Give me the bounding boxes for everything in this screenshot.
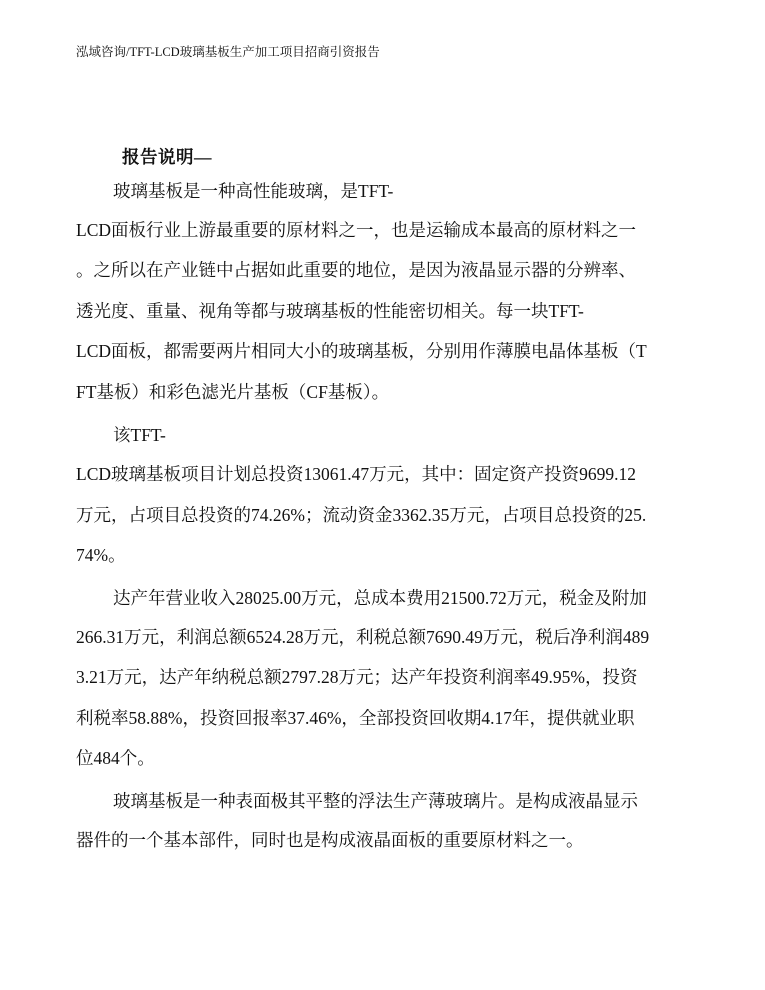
paragraph-line: 。之所以在产业链中占据如此重要的地位，是因为液晶显示器的分辨率、 bbox=[76, 260, 636, 280]
paragraph-line: LCD面板，都需要两片相同大小的玻璃基板，分别用作薄膜电晶体基板（T bbox=[76, 341, 647, 361]
paragraph-line: FT基板）和彩色滤光片基板（CF基板）。 bbox=[76, 382, 390, 402]
section-heading: 报告说明— bbox=[122, 147, 212, 167]
paragraph-line: 位484个。 bbox=[76, 748, 155, 768]
paragraph-line: LCD面板行业上游最重要的原材料之一，也是运输成本最高的原材料之一 bbox=[76, 220, 636, 240]
paragraph-line: 3.21万元，达产年纳税总额2797.28万元；达产年投资利润率49.95%，投资 bbox=[76, 667, 638, 687]
paragraph-line: 该TFT- bbox=[113, 425, 166, 445]
paragraph-line: 器件的一个基本部件，同时也是构成液晶面板的重要原材料之一。 bbox=[76, 830, 584, 850]
paragraph-line: 达产年营业收入28025.00万元，总成本费用21500.72万元，税金及附加 bbox=[113, 588, 647, 608]
paragraph-line: 玻璃基板是一种高性能玻璃，是TFT- bbox=[113, 181, 394, 201]
paragraph-line: 74%。 bbox=[76, 545, 126, 565]
paragraph-line: 利税率58.88%，投资回报率37.46%，全部投资回收期4.17年，提供就业职 bbox=[76, 708, 635, 728]
page-header: 泓域咨询/TFT-LCD玻璃基板生产加工项目招商引资报告 bbox=[76, 45, 380, 59]
paragraph-line: 透光度、重量、视角等都与玻璃基板的性能密切相关。每一块TFT- bbox=[76, 301, 584, 321]
paragraph-line: 玻璃基板是一种表面极其平整的浮法生产薄玻璃片。是构成液晶显示 bbox=[113, 791, 638, 811]
paragraph-line: 万元，占项目总投资的74.26%；流动资金3362.35万元，占项目总投资的25. bbox=[76, 505, 647, 525]
paragraph-line: LCD玻璃基板项目计划总投资13061.47万元，其中：固定资产投资9699.12 bbox=[76, 464, 636, 484]
paragraph-line: 266.31万元，利润总额6524.28万元，利税总额7690.49万元，税后净利润489 bbox=[76, 627, 650, 647]
